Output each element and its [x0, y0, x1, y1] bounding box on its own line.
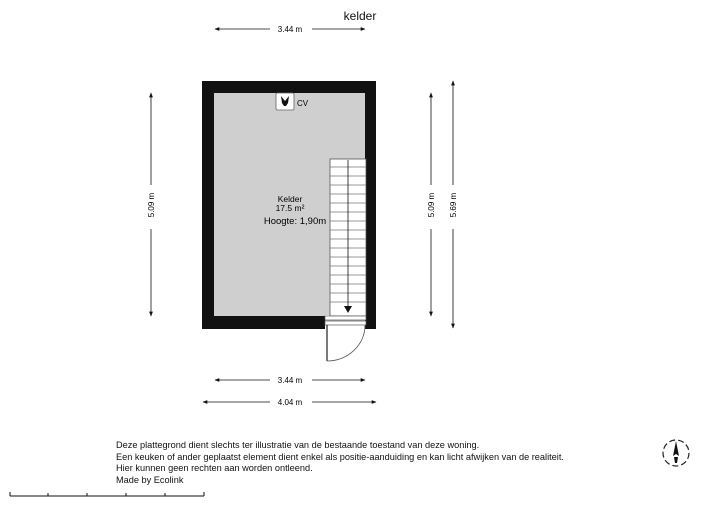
disclaimer-line: Een keuken of ander geplaatst element dient enkel als positie-aanduiding en kan licht afwijken van de realiteit.	[116, 451, 564, 462]
boiler-label: CV	[297, 99, 309, 108]
disclaimer-line: Deze plattegrond dient slechts ter illustratie van de bestaande toestand van deze woning.	[116, 440, 480, 450]
dimension-bottom-inner	[215, 374, 365, 386]
disclaimer	[116, 440, 564, 487]
dimension-left	[145, 93, 157, 316]
door	[325, 316, 366, 361]
dimension-label: 3.44 m	[277, 376, 303, 385]
room-area: 17.5 m²	[275, 203, 305, 213]
room-name: Kelder	[277, 194, 303, 204]
disclaimer-credit: Made by Ecolink	[116, 475, 184, 486]
boiler-icon	[276, 93, 294, 110]
dimension-label: 5.09 m	[147, 192, 156, 218]
dimension-label: 4.04 m	[277, 398, 303, 407]
scale-bar	[10, 492, 204, 496]
dimension-right-inner	[425, 93, 437, 316]
dimension-label: 5.69 m	[449, 192, 458, 218]
dimension-right-outer	[447, 81, 459, 328]
dimension-top	[215, 23, 365, 35]
staircase	[330, 159, 366, 316]
compass-icon	[663, 440, 689, 466]
dimension-label: 3.44 m	[277, 25, 303, 34]
dimension-label: 5.09 m	[427, 192, 436, 218]
room-height: Hoogte: 1,90m	[263, 216, 327, 227]
disclaimer-line: Hier kunnen geen rechten aan worden ontleend.	[116, 463, 313, 474]
dimension-bottom-outer	[203, 396, 376, 408]
floor-title: kelder	[343, 9, 377, 23]
